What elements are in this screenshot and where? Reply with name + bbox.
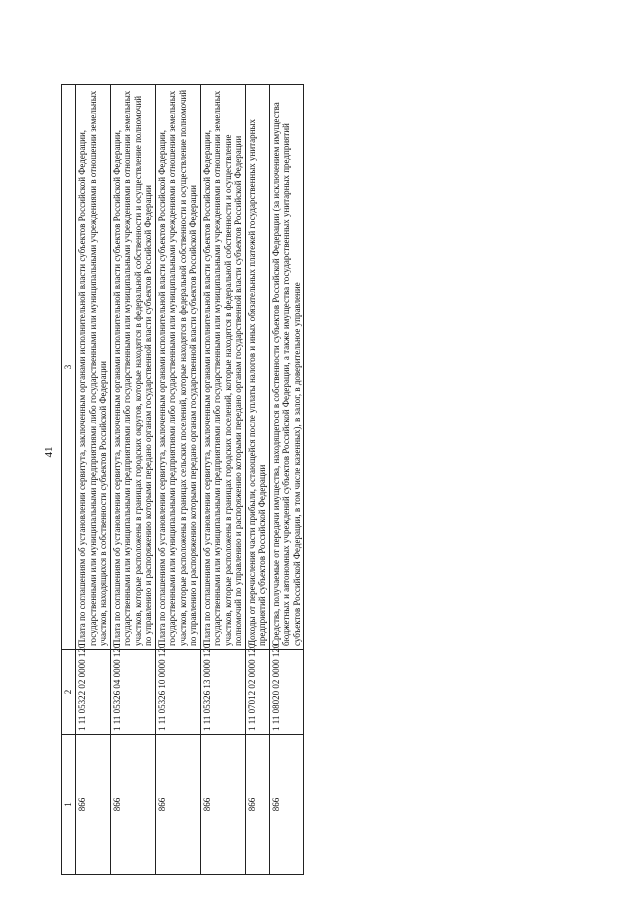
- revenue-code-cell: 1 11 08020 02 0000 120: [269, 650, 304, 735]
- admin-code-cell: 866: [155, 735, 200, 875]
- admin-code-cell: 866: [110, 735, 155, 875]
- revenue-name-cell: Плата по соглашениям об установлении сервитута, заключенным органами исполнительной власти субъектов Российской Федерации, государственными или муниципальными предприятиями либо государственными или муниципальными учреждениями в отношении земельных участков, которые расположены в границах городских округов, которые находятся в федеральной собственности и осуществление полномочий по управлению и распоряжению которыми передано органам государственной власти субъектов Российской Федерации: [110, 85, 155, 650]
- table-row: [200, 85, 245, 875]
- table-row: [269, 85, 304, 875]
- revenue-code-cell: 1 11 05322 02 0000 120: [76, 650, 111, 735]
- revenue-code-cell: 1 11 05326 04 0000 120: [110, 650, 155, 735]
- admin-code-cell: 866: [76, 735, 111, 875]
- revenue-name-cell: Доходы от перечисления части прибыли, остающейся после уплаты налогов и иных обязательных платежей государственных унитарных предприятий субъектов Российской Федерации: [245, 85, 269, 650]
- revenue-code-cell: 1 11 07012 02 0000 120: [245, 650, 269, 735]
- table-header-row: [62, 85, 76, 875]
- column-header-1: 1: [62, 735, 76, 875]
- revenue-table-rotated: [61, 85, 501, 875]
- revenue-name-cell: Плата по соглашениям об установлении сервитута, заключенным органами исполнительной власти субъектов Российской Федерации, государственными или муниципальными предприятиями либо государственными или муниципальными учреждениями в отношении земельных участков, которые расположены в границах городских поселений, которые находятся в федеральной собственности и осуществление полномочий по управлению и распоряжению которыми передано органам государственной власти субъектов Российской Федерации: [200, 85, 245, 650]
- revenue-code-cell: 1 11 05326 13 0000 120: [200, 650, 245, 735]
- revenue-name-cell: Плата по соглашениям об установлении сервитута, заключенным органами исполнительной власти субъектов Российской Федерации, государственными или муниципальными предприятиями либо государственными или муниципальными учреждениями в отношении земельных участков, находящихся в собственности субъектов Российской Федерации: [76, 85, 111, 650]
- column-header-2: 2: [62, 650, 76, 735]
- table-row: [155, 85, 200, 875]
- page-number: 41: [43, 446, 55, 458]
- revenue-name-cell: Средства, получаемые от передачи имущества, находящегося в собственности субъектов Российской Федерации (за исключением имущества бюджетных и автономных учреждений субъектов Российской Федерации, а также имущества государственных унитарных предприятий субъектов Российской Федерации, в том числе казенных), в залог, в доверительное управление: [269, 85, 304, 650]
- table-row: [110, 85, 155, 875]
- revenue-codes-table: [61, 84, 304, 875]
- revenue-code-cell: 1 11 05326 10 0000 120: [155, 650, 200, 735]
- column-header-3: 3: [62, 85, 76, 650]
- admin-code-cell: 866: [200, 735, 245, 875]
- admin-code-cell: 866: [269, 735, 304, 875]
- revenue-name-cell: Плата по соглашениям об установлении сервитута, заключенным органами исполнительной власти субъектов Российской Федерации, государственными или муниципальными предприятиями либо государственными или муниципальными учреждениями в отношении земельных участков, которые расположены в границах сельских поселений, которые находятся в федеральной собственности и осуществление полномочий по управлению и распоряжению которыми передано органам государственной власти субъектов Российской Федерации: [155, 85, 200, 650]
- admin-code-cell: 866: [245, 735, 269, 875]
- table-row: [76, 85, 111, 875]
- table-row: [245, 85, 269, 875]
